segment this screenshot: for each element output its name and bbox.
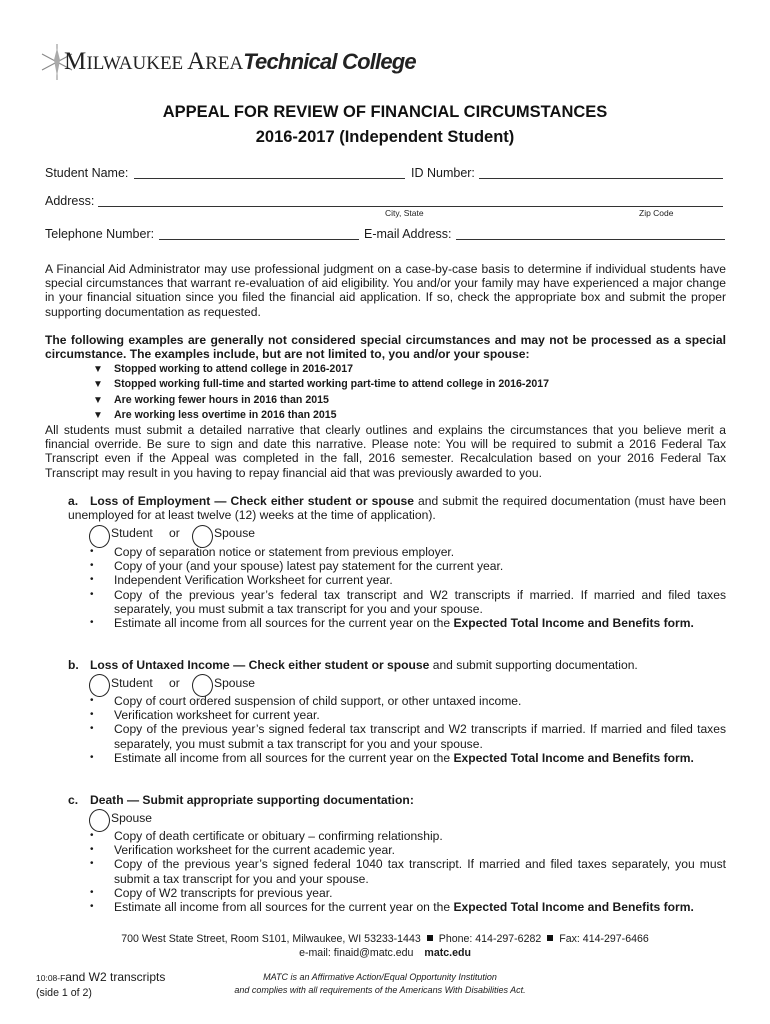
list-item: • Verification worksheet for current year. [90,708,726,722]
spouse-option-c: Spouse [111,811,153,825]
list-item: ▼ Stopped working full-time and started working part-time to attend college in 2016-2017 [93,377,549,392]
or-text-b: or [169,676,180,690]
section-c-list [90,829,726,914]
form-title: APPEAL FOR REVIEW OF FINANCIAL CIRCUMSTANCES [162,103,608,121]
square-bullet-icon [427,935,433,941]
list-item: • Estimate all income from all sources for the current year on the Expected Total Income and Benefits form. [90,751,726,765]
intro-paragraph: A Financial Aid Administrator may use professional judgment on a case-by-case basis to determine if individual students have special circumstances that warrant re-evaluation of aid eligibility. You and/or your family may have experienced a major change in your financial situation since you filed the financial aid application. If so, check the appropriate box and submit the proper supporting documentation as requested. [45,262,726,319]
student-name-label: Student Name: [45,166,129,180]
section-a-list [90,545,726,630]
city-state-caption: City, State [385,208,424,218]
list-item: • Copy of court ordered suspension of child support, or other untaxed income. [90,694,726,708]
address-field[interactable] [98,206,723,207]
section-b-heading: b. Loss of Untaxed Income — Check either student or spouse and submit supporting documentation. [68,658,638,672]
section-b-list [90,694,726,765]
student-name-field[interactable] [134,178,405,179]
footer-website[interactable]: matc.edu [424,947,471,959]
telephone-field[interactable] [159,239,359,240]
student-option-a: Student [111,526,153,540]
examples-heading: The following examples are generally not considered special circumstances and may not be processed as a special circumstance. The examples include, but are not limited to, you and/or your spouse: [45,333,726,362]
footer-fax: Fax: 414-297-6466 [559,933,649,945]
eeo-statement: MATC is an Affirmative Action/Equal Opportunity Institution and complies with all requirements of the Americans With Disabilities Act. [234,972,526,995]
email-field[interactable] [456,239,725,240]
triangle-down-icon: ▼ [93,364,103,375]
contact-footer [0,932,770,960]
list-item: • Copy of death certificate or obituary – confirming relationship. [90,829,726,843]
section-c-heading: c. Death — Submit appropriate supporting documentation: [68,793,414,807]
list-item: • Copy of separation notice or statement from previous employer. [90,545,726,559]
list-item: • Copy of the previous year’s federal tax transcript and W2 transcripts if married. If married and filed taxes separately, you must submit a tax transcript for you and your spouse. [90,588,726,616]
college-logo [40,42,460,86]
triangle-down-icon: ▼ [93,410,103,422]
square-bullet-icon [547,935,553,941]
page-side: (side 1 of 2) [36,987,92,999]
address-label: Address: [45,194,95,208]
footer-phone: Phone: 414-297-6282 [438,933,542,945]
or-text-a: or [169,526,180,540]
form-subtitle: 2016-2017 (Independent Student) [255,128,515,146]
id-number-label: ID Number: [411,166,475,180]
list-item: ▼ Stopped working to attend college in 2016-2017 [93,362,549,377]
triangle-down-icon: ▼ [93,379,103,391]
list-item: ▼ Are working less overtime in 2016 than 2015 [93,408,549,423]
list-item: • Independent Verification Worksheet for current year. [90,573,726,587]
id-number-field[interactable] [479,178,723,179]
list-item: • Copy of W2 transcripts for previous year. [90,886,726,900]
list-item: • Copy of the previous year’s signed federal tax transcript and W2 transcripts if married. If married and filed taxes separately, you must submit a tax transcript for you and your spouse. [90,722,726,750]
list-item: • Copy of your (and your spouse) latest pay statement for the current year. [90,559,726,573]
examples-list [93,362,549,424]
narrative-paragraph: All students must submit a detailed narrative that clearly outlines and explains the circumstances that you believe merit a financial override. Be sure to sign and date this narrative. Please note: You will be required to submit a 2016 Federal Tax Transcript even if the Appeal was completed in the fall, 2016 semester. Recalculation based on your 2016 Federal Tax Transcript may result in you having to repay financial aid that was previously awarded to you. [45,423,726,480]
list-item: • Estimate all income from all sources for the current year on the Expected Total Income and Benefits form. [90,900,726,914]
spouse-option-a: Spouse [214,526,256,540]
footer-email[interactable]: e-mail: finaid@matc.edu [299,947,414,959]
list-item: • Copy of the previous year’s signed federal 1040 tax transcript. If married and filed taxes separately, you must submit a tax transcript for you and your spouse. [90,857,726,885]
spouse-option-b: Spouse [214,676,256,690]
list-item: • Estimate all income from all sources for the current year on the Expected Total Income and Benefits form. [90,616,726,630]
student-option-b: Student [111,676,153,690]
list-item: • Verification worksheet for the current academic year. [90,843,726,857]
email-label: E-mail Address: [364,227,452,241]
telephone-label: Telephone Number: [45,227,155,241]
section-a-heading: a. Loss of Employment — Check either student or spouse and submit the required documentation (must have been unemployed for at least twelve (12) weeks at the time of application). [68,494,726,523]
zip-caption: Zip Code [639,208,674,218]
list-item: ▼ Are working fewer hours in 2016 than 2015 [93,393,549,408]
logo-wordmark: MILWAUKEE AREATechnical College [64,48,416,75]
triangle-down-icon: ▼ [93,394,103,406]
footer-address: 700 West State Street, Room S101, Milwaukee, WI 53233-1443 [121,933,421,945]
form-code: 10:08-Fand W2 transcripts (side 1 of 2) [36,970,166,999]
